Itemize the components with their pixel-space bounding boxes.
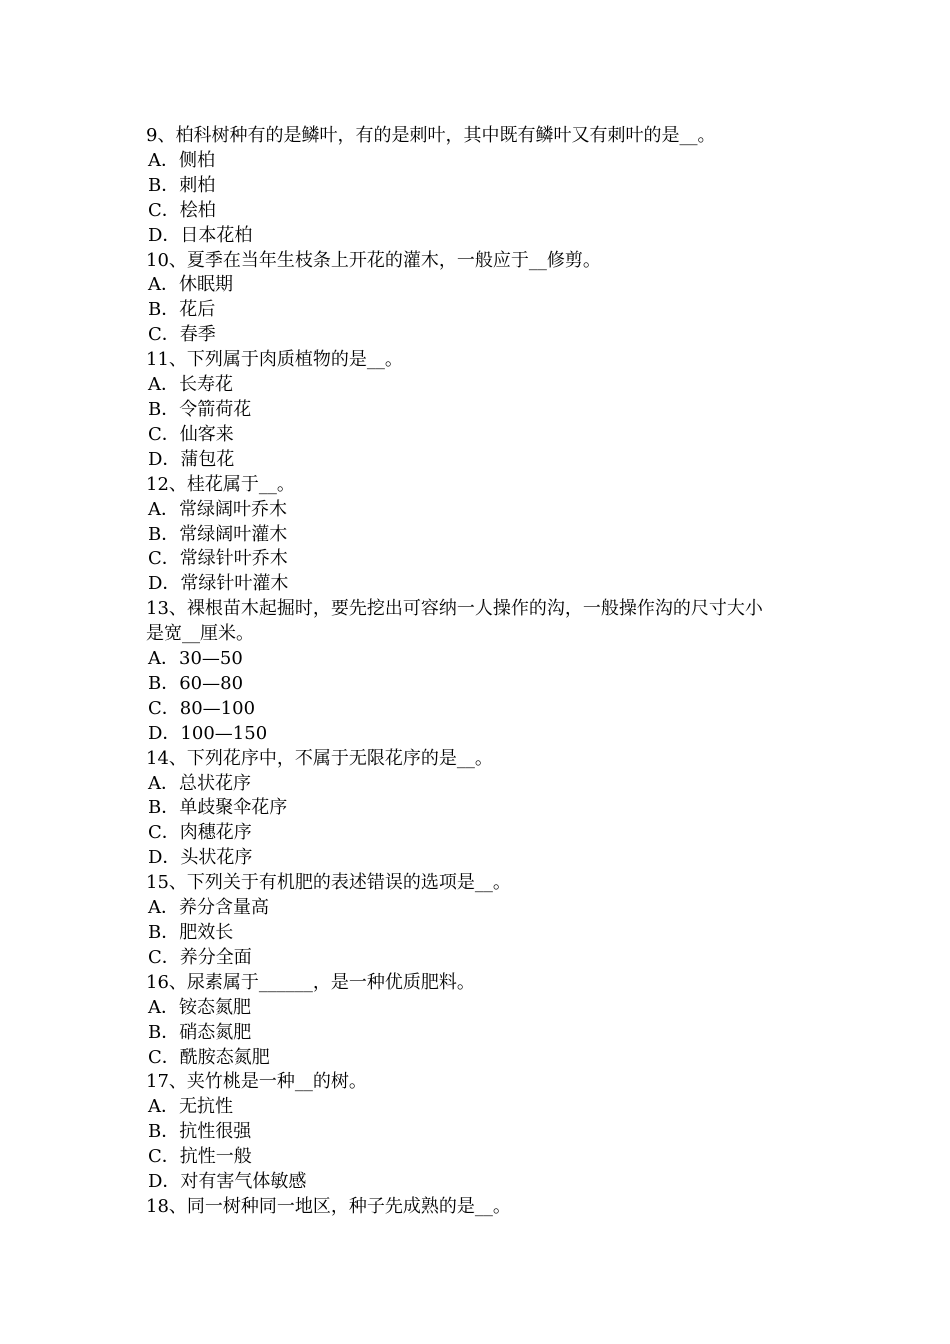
answer-option: C．抗性一般: [148, 1146, 252, 1168]
answer-option: B．肥效长: [148, 922, 234, 943]
answer-option: C．肉穗花序: [148, 822, 252, 844]
question-text: 11、下列属于肉质植物的是__。: [146, 349, 403, 371]
answer-option: B．抗性很强: [148, 1121, 252, 1143]
answer-option: A．休眠期: [148, 274, 233, 296]
document-page: [146, 124, 826, 1220]
answer-option: A．侧柏: [148, 149, 215, 171]
answer-option: A．铵态氮肥: [148, 996, 251, 1018]
answer-option: A．长寿花: [148, 374, 233, 396]
answer-option: C．春季: [148, 324, 216, 346]
answer-option: D．常绿针叶灌木: [148, 573, 289, 595]
answer-option: A．30—50: [148, 648, 243, 670]
question-text: 18、同一树种同一地区，种子先成熟的是__。: [146, 1195, 511, 1217]
answer-option: B．常绿阔叶灌木: [148, 523, 288, 545]
answer-option: A．无抗性: [148, 1096, 233, 1118]
answer-option: C．养分全面: [148, 946, 252, 968]
answer-option: A．总状花序: [148, 772, 251, 794]
answer-option: D．对有害气体敏感: [148, 1171, 307, 1193]
answer-option: D．头状花序: [148, 847, 253, 869]
answer-option: B．60—80: [148, 672, 244, 694]
answer-option: B．令箭荷花: [148, 398, 252, 420]
question-text: 17、夹竹桃是一种__的树。: [146, 1071, 367, 1093]
question-text: 14、下列花序中，不属于无限花序的是__。: [146, 747, 493, 769]
question-text: 9、柏科树种有的是鳞叶，有的是刺叶，其中既有鳞叶又有刺叶的是__。: [146, 125, 716, 146]
question-text: 16、尿素属于______，是一种优质肥料。: [146, 971, 475, 993]
answer-option: B．单歧聚伞花序: [148, 797, 288, 819]
answer-option: D．日本花柏: [148, 224, 253, 246]
answer-option: C．常绿针叶乔木: [148, 548, 288, 570]
answer-option: A．常绿阔叶乔木: [148, 498, 287, 520]
question-text: 15、下列关于有机肥的表述错误的选项是__。: [146, 872, 511, 894]
answer-option: C．酰胺态氮肥: [148, 1046, 270, 1068]
answer-option: A．养分含量高: [148, 897, 269, 919]
answer-option: B．刺柏: [148, 174, 216, 196]
answer-option: D．蒲包花: [148, 448, 235, 470]
answer-option: D．100—150: [148, 722, 268, 744]
answer-option: C．80—100: [148, 697, 256, 719]
answer-option: C．桧柏: [148, 199, 216, 221]
question-text: 13、裸根苗木起掘时，要先挖出可容纳一人操作的沟，一般操作沟的尺寸大小: [146, 598, 763, 620]
answer-option: B．硝态氮肥: [148, 1021, 252, 1043]
question-text: 12、桂花属于__。: [146, 473, 295, 495]
answer-option: B．花后: [148, 299, 216, 321]
question-text: 10、夏季在当年生枝条上开花的灌木，一般应于__修剪。: [146, 249, 601, 271]
question-text: 是宽__厘米。: [146, 623, 254, 645]
answer-option: C．仙客来: [148, 423, 234, 445]
